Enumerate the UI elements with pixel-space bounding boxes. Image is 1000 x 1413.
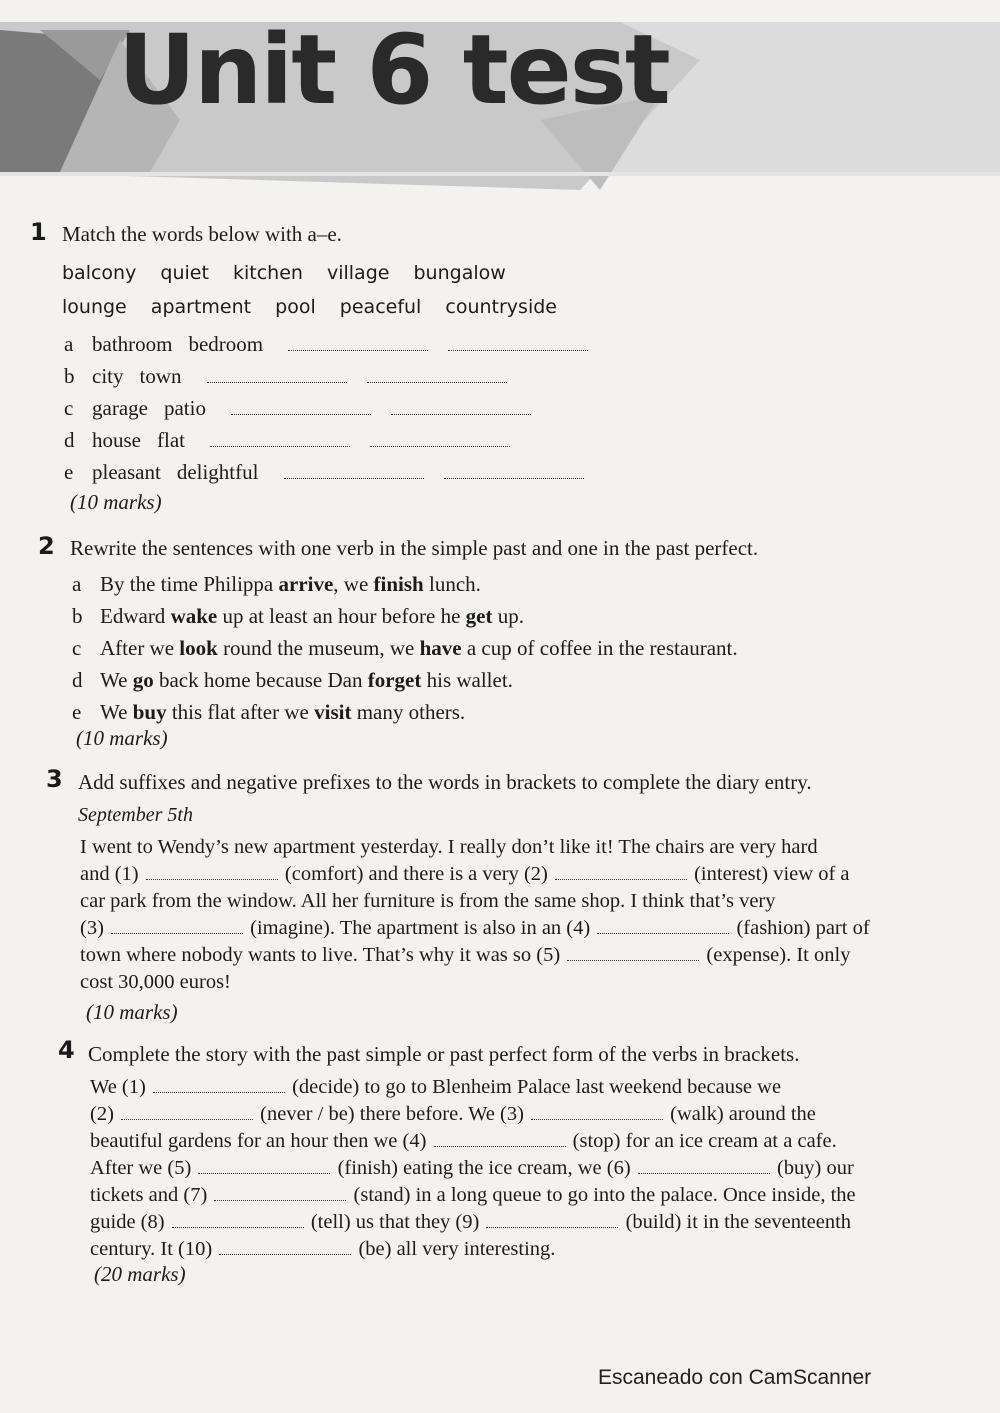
answer-blank-4[interactable] xyxy=(597,932,729,934)
word-bank-row-1 xyxy=(62,262,524,284)
sentence-item: e We buy this flat after we visit many others. xyxy=(72,700,466,724)
diary-entry: I went to Wendy’s new apartment yesterday. I really don’t like it! The chairs are very hard and (1) (comfort) and there is a very (2) (interest) view of a car park from the window. All her furniture is from the same shop. I think that’s very (3) (imagine). The apartment is also in an (4) (fashion) part of town where nobody wants to live. That’s why it was so (5) (expense). It only cost 30,000 euros! xyxy=(80,836,870,993)
sentence-item: d We go back home because Dan forget his wallet. xyxy=(72,668,513,692)
answer-blank[interactable] xyxy=(210,445,350,447)
match-item: d house flat xyxy=(64,428,512,453)
diary-date: September 5th xyxy=(78,804,193,826)
marks-label: (10 marks) xyxy=(86,1000,178,1024)
word-bank-item: quiet xyxy=(160,262,209,284)
answer-blank-1[interactable] xyxy=(146,878,278,880)
answer-blank[interactable] xyxy=(284,477,424,479)
page-title: Unit 6 test xyxy=(118,14,669,126)
story-text: We (1) (decide) to go to Blenheim Palace last weekend because we (2) (never / be) there before. We (3) (walk) around the beautiful gardens for an hour then we (4) (stop) for an ice cream at a cafe. After we (5) (finish) eating the ice cream, we (6) (buy) our tickets and (7) (stand) in a long queue to go into the palace. Once inside, the guide (8) (tell) us that they (9) (build) it in the seventeenth century. It (10) (be) all very interesting. xyxy=(90,1076,856,1260)
word-bank-item: bungalow xyxy=(413,262,506,284)
answer-blank-2[interactable] xyxy=(121,1118,253,1120)
sentence-item: c After we look round the museum, we have a cup of coffee in the restaurant. xyxy=(72,636,738,660)
exercise-number: 1 xyxy=(30,218,47,246)
match-item: a bathroom bedroom xyxy=(64,332,590,357)
answer-blank-5[interactable] xyxy=(198,1172,330,1174)
answer-blank[interactable] xyxy=(370,445,510,447)
exercise-instruction: Rewrite the sentences with one verb in the simple past and one in the past perfect. xyxy=(70,536,759,560)
word-bank-item: kitchen xyxy=(232,262,303,284)
answer-blank[interactable] xyxy=(448,349,588,351)
answer-blank[interactable] xyxy=(444,477,584,479)
marks-label: (10 marks) xyxy=(70,490,162,514)
word-bank-item: lounge xyxy=(62,296,127,318)
answer-blank[interactable] xyxy=(367,381,507,383)
word-bank-row-2 xyxy=(62,296,575,318)
answer-blank[interactable] xyxy=(231,413,371,415)
answer-blank-8[interactable] xyxy=(172,1226,304,1228)
marks-label: (20 marks) xyxy=(94,1262,186,1286)
answer-blank[interactable] xyxy=(207,381,347,383)
match-item: e pleasant delightful xyxy=(64,460,586,485)
word-bank-item: peaceful xyxy=(339,296,422,318)
answer-blank[interactable] xyxy=(391,413,531,415)
answer-blank-4[interactable] xyxy=(434,1145,566,1147)
answer-blank-1[interactable] xyxy=(153,1091,285,1093)
exercise-number: 2 xyxy=(38,532,55,560)
answer-blank-9[interactable] xyxy=(486,1226,618,1228)
answer-blank-5[interactable] xyxy=(567,959,699,961)
exercise-instruction: Match the words below with a–e. xyxy=(62,222,342,246)
exercise-instruction: Complete the story with the past simple or past perfect form of the verbs in brackets. xyxy=(88,1042,800,1066)
word-bank-item: balcony xyxy=(62,262,137,284)
answer-blank-3[interactable] xyxy=(531,1118,663,1120)
exercise-instruction: Add suffixes and negative prefixes to the words in brackets to complete the diary entry. xyxy=(78,770,812,794)
sentence-item: b Edward wake up at least an hour before he get up. xyxy=(72,604,524,628)
word-bank-item: pool xyxy=(275,296,316,318)
answer-blank-10[interactable] xyxy=(219,1253,351,1255)
answer-blank-3[interactable] xyxy=(111,932,243,934)
answer-blank-7[interactable] xyxy=(214,1199,346,1201)
answer-blank-2[interactable] xyxy=(555,878,687,880)
exercise-number: 3 xyxy=(46,765,63,793)
answer-blank[interactable] xyxy=(288,349,428,351)
match-item: b city town xyxy=(64,364,509,389)
exercise-number: 4 xyxy=(58,1036,75,1064)
scanner-watermark: Escaneado con CamScanner xyxy=(598,1366,872,1389)
word-bank-item: apartment xyxy=(150,296,252,318)
answer-blank-6[interactable] xyxy=(638,1172,770,1174)
word-bank-item: village xyxy=(326,262,390,284)
sentence-item: a By the time Philippa arrive, we finish lunch. xyxy=(72,572,481,596)
word-bank-item: countryside xyxy=(445,296,557,318)
match-item: c garage patio xyxy=(64,396,533,421)
marks-label: (10 marks) xyxy=(76,726,168,750)
